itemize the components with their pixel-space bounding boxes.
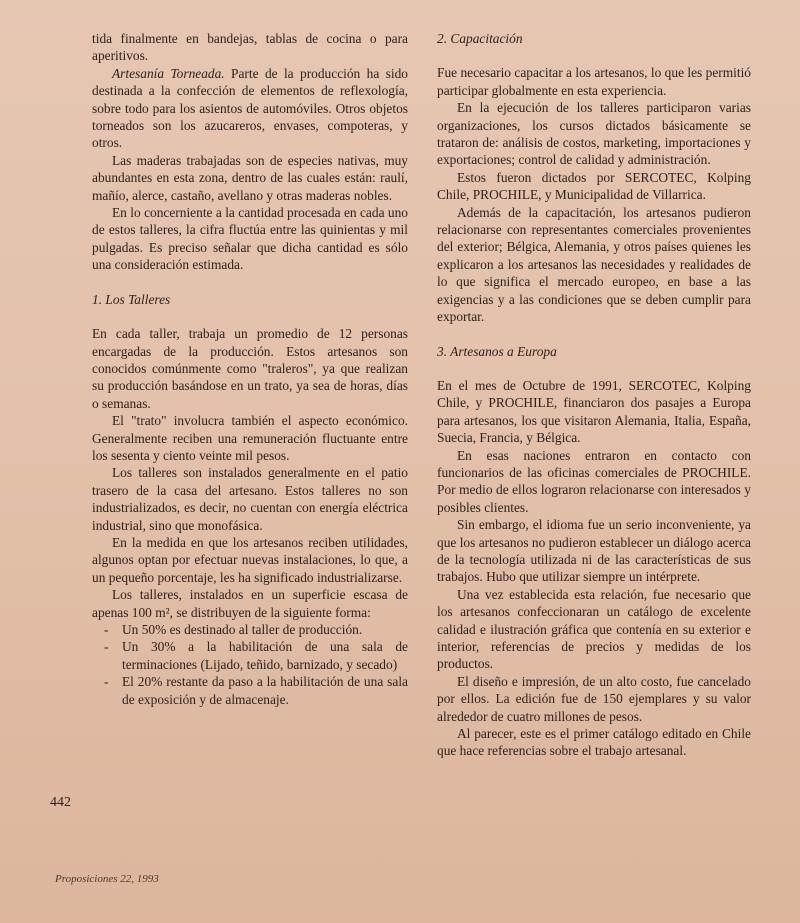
paragraph-artesania-torneada: [92, 65, 408, 152]
paragraph: En el mes de Octubre de 1991, SERCOTEC, Kolping Chile, y PROCHILE, financiaron dos pasajes a Europa para artesanos, los que visitaron Alemania, Italia, España, Suecia, Francia, y Bélgica.: [437, 377, 751, 446]
paragraph-text: Parte de la producción ha sido destinada a la confección de elementos de reflexología, sobre todo para los asientos de automóviles. Otros objetos torneados son los azucareros, envases, compoteras, y otros.: [92, 65, 408, 151]
paragraph: Sin embargo, el idioma fue un serio inconveniente, ya que los artesanos no pudieron establecer un diálogo acerca de la tecnología utilizada ni de las características de sus trabajos. Hubo que utilizar siempre un intérprete.: [437, 517, 751, 585]
paragraph: El diseño e impresión, de un alto costo, fue cancelado por ellos. La edición fue de 150 ejemplares y su valor alrededor de cuatro millones de pesos.: [437, 673, 751, 724]
left-column: [92, 30, 408, 708]
list-item: - Un 50% es destinado al taller de producción.: [122, 621, 408, 638]
list-item: - Un 30% a la habilitación de una sala de terminaciones (Lijado, teñido, barnizado, y secado): [122, 638, 408, 673]
paragraph: Fue necesario capacitar a los artesanos, lo que les permitió participar globalmente en esta experiencia.: [437, 65, 751, 98]
paragraph: Al parecer, este es el primer catálogo editado en Chile que hace referencias sobre el trabajo artesanal.: [437, 726, 751, 759]
paragraph: Estos fueron dictados por SERCOTEC, Kolping Chile, PROCHILE, y Municipalidad de Villarrica.: [437, 169, 751, 203]
paragraph: Además de la capacitación, los artesanos pudieron relacionarse con representantes comerciales provenientes del exterior; Bélgica, Alemania, y otros países quienes les explicaron a los artesanos las necesidades y realidades de lo que significa el mercado europeo, en base a las exigencias y a las condiciones que se deben cumplir para exportar.: [437, 204, 751, 325]
list-item: - El 20% restante da paso a la habilitación de una sala de exposición y de almacenaje.: [122, 673, 408, 708]
right-column: [437, 30, 751, 760]
paragraph: Una vez establecida esta relación, fue necesario que los artesanos confeccionaran un catálogo de excelente calidad e ilustración gráfica que contenía en su exterior e interior, referencias de precios y medidas de los productos.: [437, 586, 751, 672]
distribution-list: [92, 621, 408, 708]
page-number: 442: [50, 795, 71, 810]
section-heading: 1. Los Talleres: [92, 291, 171, 307]
section-heading: 2. Capacitación: [437, 31, 523, 46]
paragraph: En la medida en que los artesanos reciben utilidades, algunos optan por efectuar nuevas instalaciones, lo que, a un pequeño porcentaje, les ha significado industrializarse.: [92, 534, 408, 585]
paragraph: El "trato" involucra también el aspecto económico. Generalmente reciben una remuneración fluctuante entre los sesenta y ciento veinte mil pesos.: [92, 413, 408, 463]
paragraph: En cada taller, trabaja un promedio de 12 personas encargadas de la producción. Estos artesanos son conocidos comúnmente como "traleros", ya que realizan su producción basándose en un trato, ya sea de horas, días o semanas.: [92, 326, 408, 411]
section-heading: 3. Artesanos a Europa: [437, 343, 557, 359]
inline-heading: Artesanía Torneada.: [112, 65, 225, 81]
paragraph: tida finalmente en bandejas, tablas de cocina o para aperitivos.: [92, 31, 408, 64]
paragraph: Las maderas trabajadas son de especies nativas, muy abundantes en esta zona, dentro de las cuales están: raulí, mañío, alerce, castaño, avellano y otras maderas nobles.: [92, 152, 408, 203]
paragraph: Los talleres, instalados en un superficie escasa de apenas 100 m², se distribuyen de la siguiente forma:: [92, 587, 408, 620]
paragraph: En la ejecución de los talleres participaron varias organizaciones, los cursos dictados básicamente se trataron de: análisis de costos, marketing, importaciones y exportaciones; control de calidad y administración.: [437, 100, 751, 168]
paragraph: Los talleres son instalados generalmente en el patio trasero de la casa del artesano. Estos talleres no son industrializados, es decir, no cuentan con energía eléctrica industrial, sino que monofásica.: [92, 465, 408, 533]
footer-citation: Proposiciones 22, 1993: [55, 873, 159, 885]
paragraph: En lo concerniente a la cantidad procesada en cada uno de estos talleres, la cifra fluctúa entre las quinientas y mil pulgadas. Es preciso señalar que dicha cantidad es sólo una consideración estimada.: [92, 205, 408, 273]
paragraph: En esas naciones entraron en contacto con funcionarios de las oficinas comerciales de PROCHILE. Por medio de ellos lograron relacionarse con interesados y posibles clientes.: [437, 447, 751, 515]
